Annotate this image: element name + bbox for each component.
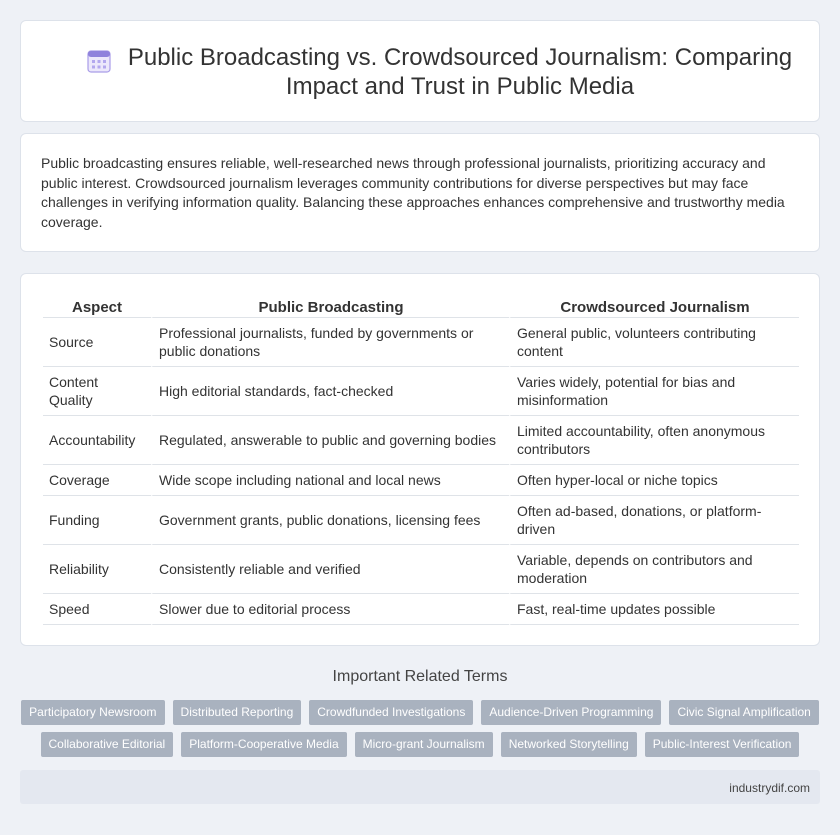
related-terms-heading: Important Related Terms bbox=[332, 668, 508, 685]
page-title: Public Broadcasting vs. Crowdsourced Journalism: Comparing Impact and Trust in Public Media bbox=[127, 44, 793, 100]
term-tag[interactable]: Collaborative Editorial bbox=[41, 732, 174, 757]
aspect-cell: Accountability bbox=[43, 416, 151, 465]
term-tag[interactable]: Crowdfunded Investigations bbox=[309, 700, 473, 725]
public-cell: Consistently reliable and verified bbox=[151, 545, 509, 594]
table-row bbox=[43, 367, 799, 416]
public-cell: Professional journalists, funded by governments or public donations bbox=[151, 318, 509, 367]
public-cell: Regulated, answerable to public and governing bodies bbox=[151, 416, 509, 465]
header-crowdsourced-journalism: Crowdsourced Journalism bbox=[509, 296, 799, 318]
table-row bbox=[43, 465, 799, 496]
public-cell: High editorial standards, fact-checked bbox=[151, 367, 509, 416]
term-tag[interactable]: Audience-Driven Programming bbox=[481, 700, 661, 725]
aspect-cell: Source bbox=[43, 318, 151, 367]
term-tag[interactable]: Participatory Newsroom bbox=[21, 700, 164, 725]
term-tag[interactable]: Platform-Cooperative Media bbox=[181, 732, 346, 757]
table-row bbox=[43, 318, 799, 367]
public-cell: Wide scope including national and local news bbox=[151, 465, 509, 496]
crowd-cell: General public, volunteers contributing content bbox=[509, 318, 799, 367]
comparison-card bbox=[20, 273, 820, 646]
term-tag[interactable]: Civic Signal Amplification bbox=[669, 700, 818, 725]
term-tag[interactable]: Distributed Reporting bbox=[173, 700, 302, 725]
footer bbox=[20, 770, 820, 804]
table-row bbox=[43, 416, 799, 465]
crowd-cell: Often hyper-local or niche topics bbox=[509, 465, 799, 496]
table-row bbox=[43, 496, 799, 545]
table-header-row bbox=[43, 296, 799, 318]
crowd-cell: Fast, real-time updates possible bbox=[509, 594, 799, 625]
public-cell: Government grants, public donations, licensing fees bbox=[151, 496, 509, 545]
term-tag[interactable]: Micro-grant Journalism bbox=[355, 732, 493, 757]
comparison-table bbox=[43, 296, 799, 625]
title-card bbox=[20, 20, 820, 122]
table-row bbox=[43, 545, 799, 594]
header-aspect: Aspect bbox=[43, 296, 151, 318]
summary-text: Public broadcasting ensures reliable, well-researched news through professional journalists, prioritizing accuracy and public interest. Crowdsourced journalism leverages community contributions for diverse perspectives but may face challenges in verifying information quality. Balancing these approaches enhances comprehensive and trustworthy media coverage. bbox=[41, 155, 785, 230]
term-tag[interactable]: Public-Interest Verification bbox=[645, 732, 800, 757]
table-row bbox=[43, 594, 799, 625]
crowd-cell: Variable, depends on contributors and moderation bbox=[509, 545, 799, 594]
public-cell: Slower due to editorial process bbox=[151, 594, 509, 625]
aspect-cell: Coverage bbox=[43, 465, 151, 496]
related-terms-row bbox=[0, 732, 840, 757]
footer-brand[interactable]: industrydif.com bbox=[729, 781, 810, 795]
aspect-cell: Reliability bbox=[43, 545, 151, 594]
header-public-broadcasting: Public Broadcasting bbox=[151, 296, 509, 318]
aspect-cell: Speed bbox=[43, 594, 151, 625]
crowd-cell: Often ad-based, donations, or platform-driven bbox=[509, 496, 799, 545]
aspect-cell: Funding bbox=[43, 496, 151, 545]
related-terms-row bbox=[0, 700, 840, 725]
aspect-cell: Content Quality bbox=[43, 367, 151, 416]
crowd-cell: Limited accountability, often anonymous contributors bbox=[509, 416, 799, 465]
term-tag[interactable]: Networked Storytelling bbox=[501, 732, 637, 757]
summary-card bbox=[20, 133, 820, 252]
crowd-cell: Varies widely, potential for bias and misinformation bbox=[509, 367, 799, 416]
